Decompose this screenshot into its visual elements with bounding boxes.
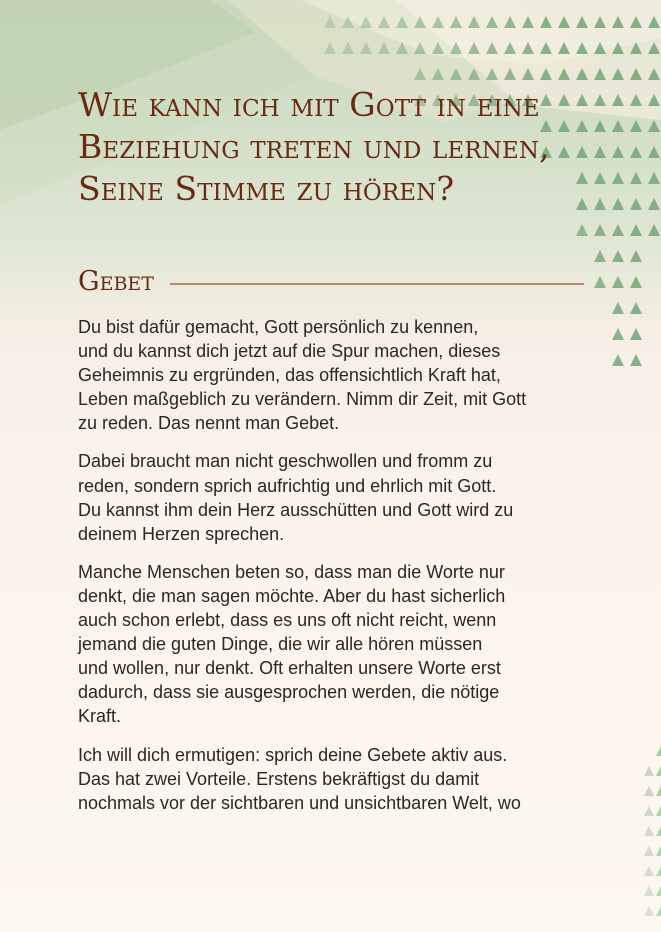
paragraph: Dabei braucht man nicht geschwollen und fromm zu reden, sondern sprich aufrichtig und ehrlich mit Gott. Du kannst ihm dein Herz ausschütten und Gott wird zu deinem Herzen sprechen. <box>78 451 514 544</box>
section-heading: Gebet <box>78 266 154 297</box>
body-text <box>78 315 588 829</box>
paragraph: Manche Menschen beten so, dass man die Worte nur denkt, die man sagen möchte. Aber du hast sicherlich auch schon erlebt, dass es uns oft nicht reicht, wenn jemand die guten Dinge, die wir alle hören müssen und wollen, nur denkt. Oft erhalten unsere Worte erst dadurch, dass sie ausgesprochen werden, die nötige Kraft. <box>78 561 506 727</box>
page-title: Wie kann ich mit Gott in eine Beziehung treten und lernen, Seine Stimme zu hören? <box>78 85 550 208</box>
paragraph: Du bist dafür gemacht, Gott persönlich zu kennen, und du kannst dich jetzt auf die Spur machen, dieses Geheimnis zu ergründen, das offensichtlich Kraft hat, Leben maßgeblich zu verändern. Nimm dir Zeit, mit Gott zu reden. Das nennt man Gebet. <box>78 317 527 434</box>
paragraph: Ich will dich ermutigen: sprich deine Gebete aktiv aus. Das hat zwei Vorteile. Erstens bekräftigst du damit nochmals vor der sichtbaren und unsichtbaren Welt, wo <box>78 744 521 813</box>
heading-rule <box>170 283 584 285</box>
section-header <box>78 267 584 297</box>
